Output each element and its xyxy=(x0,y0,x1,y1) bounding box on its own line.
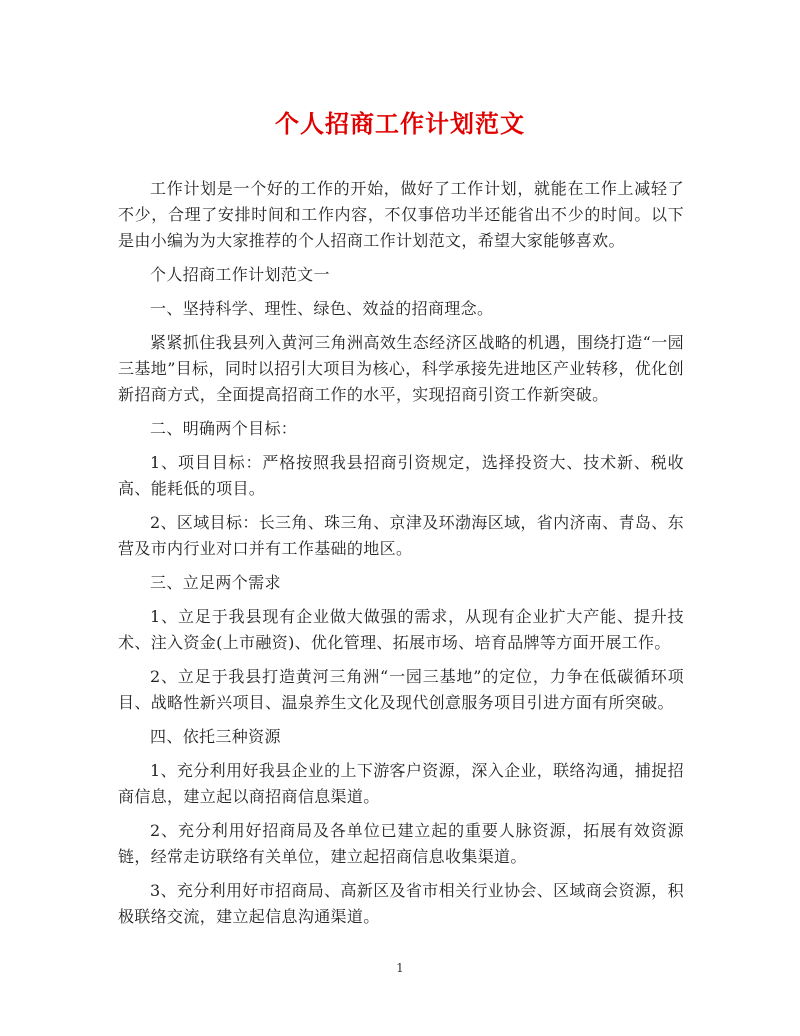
paragraph: 2、充分利用好招商局及各单位已建立起的重要人脉资源，拓展有效资源链，经常走访联络有关单位，建立起招商信息收集渠道。 xyxy=(118,821,684,866)
paragraph: 3、充分利用好市招商局、高新区及省市相关行业协会、区域商会资源，积极联络交流，建立起信息沟通渠道。 xyxy=(118,881,684,926)
paragraph: 紧紧抓住我县列入黄河三角洲高效生态经济区战略的机遇，围绕打造“一园三基地”目标，同时以招引大项目为核心，科学承接先进地区产业转移，优化创新招商方式，全面提高招商工作的水平，实现招商引资工作新突破。 xyxy=(118,333,684,404)
page-number: 1 xyxy=(396,961,404,975)
section-heading-sample-one: 个人招商工作计划范文一 xyxy=(150,265,330,284)
paragraph-intro: 工作计划是一个好的工作的开始，做好了工作计划，就能在工作上减轻了不少，合理了安排时间和工作内容，不仅事倍功半还能省出不少的时间。以下是由小编为为大家推荐的个人招商工作计划范文，希望大家能够喜欢。 xyxy=(118,179,684,250)
paragraph: 2、立足于我县打造黄河三角洲“一园三基地”的定位，力争在低碳循环项目、战略性新兴项目、温泉养生文化及现代创意服务项目引进方面有所突破。 xyxy=(118,667,684,712)
section-heading-one: 一、坚持科学、理性、绿色、效益的招商理念。 xyxy=(150,299,494,318)
section-heading-four: 四、依托三种资源 xyxy=(150,727,281,746)
paragraph: 2、区域目标：长三角、珠三角、京津及环渤海区域，省内济南、青岛、东营及市内行业对口并有工作基础的地区。 xyxy=(118,513,684,558)
section-heading-two: 二、明确两个目标： xyxy=(150,419,298,438)
document-title: 个人招商工作计划范文 xyxy=(275,109,525,138)
document-body xyxy=(118,176,684,938)
section-heading-three: 三、立足两个需求 xyxy=(150,573,281,592)
paragraph: 1、立足于我县现有企业做大做强的需求，从现有企业扩大产能、提升技术、注入资金(上市融资)、优化管理、拓展市场、培育品牌等方面开展工作。 xyxy=(118,607,684,652)
paragraph: 1、项目目标：严格按照我县招商引资规定，选择投资大、技术新、税收高、能耗低的项目。 xyxy=(118,453,684,498)
paragraph: 1、充分利用好我县企业的上下游客户资源，深入企业，联络沟通，捕捉招商信息，建立起以商招商信息渠道。 xyxy=(118,761,684,806)
